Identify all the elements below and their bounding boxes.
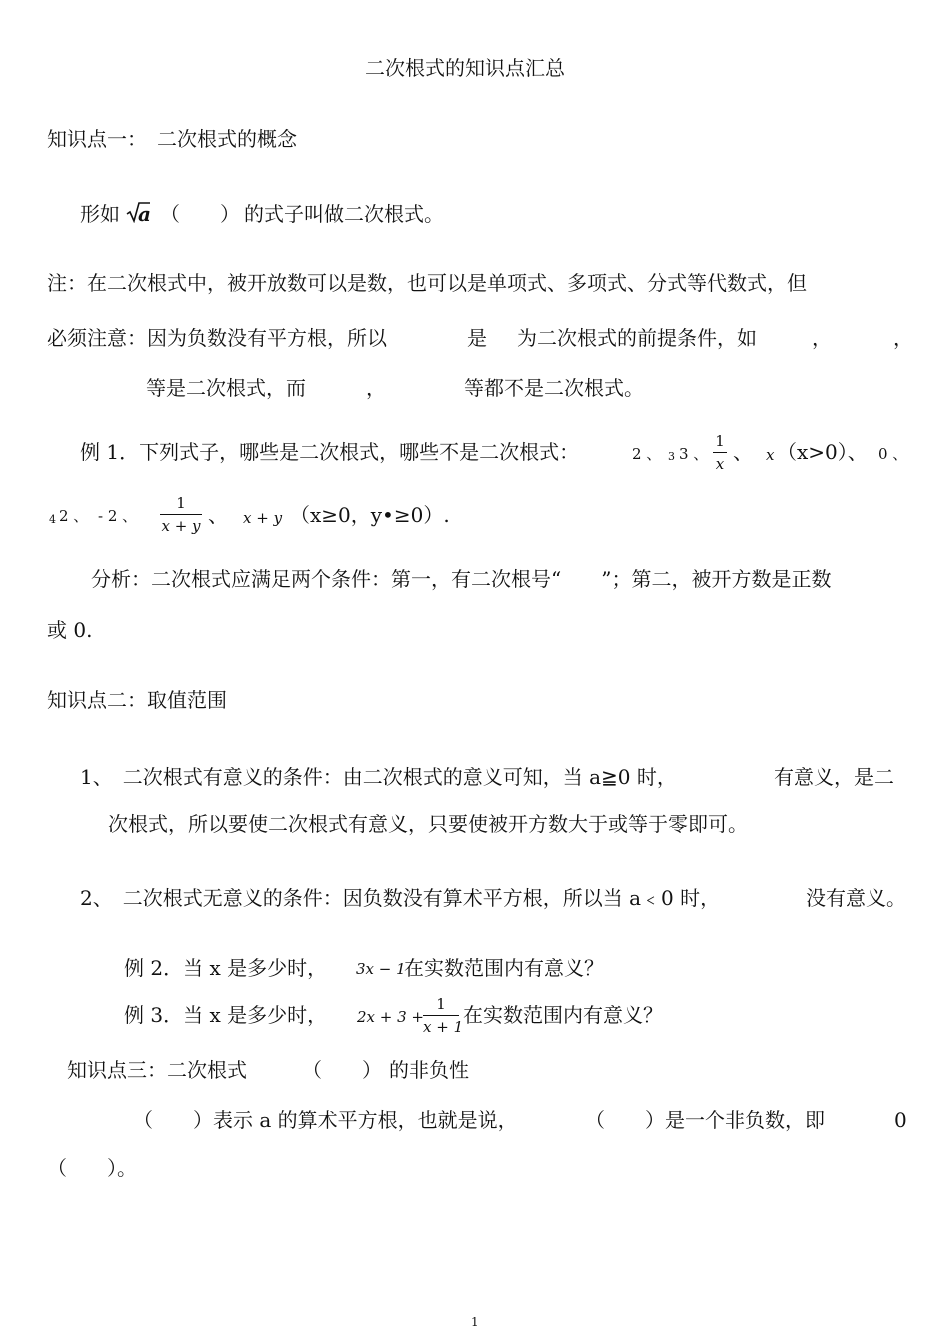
note-line-3b: ， bbox=[366, 376, 386, 400]
section1-heading: 知识点一： 二次根式的概念 bbox=[47, 127, 297, 151]
nonnegativity-line-1a: （ ）表示 a 的算术平方根，也就是说， bbox=[133, 1108, 518, 1132]
nonnegativity-line-1b: （ ）是一个非负数，即 bbox=[585, 1108, 825, 1132]
fraction-denominator: x bbox=[715, 455, 725, 473]
definition-post: 的式子叫做二次根式。 bbox=[244, 202, 444, 226]
example2-pre: 例 2．当 x 是多少时， bbox=[124, 956, 328, 980]
note-line-1: 注：在二次根式中，被开放数可以是数，也可以是单项式、多项式、分式等代数式，但 bbox=[47, 271, 807, 295]
example2-expression: 3x − 1 bbox=[356, 960, 406, 978]
condition-2-a: 2、 二次根式无意义的条件：因负数没有算术平方根，所以当 a﹤0 时， bbox=[80, 886, 721, 910]
example1-item-2-index: 3 bbox=[668, 450, 675, 463]
example1-item-5: 0 、 bbox=[878, 445, 908, 463]
note-line-2b: 是 bbox=[467, 326, 487, 350]
fraction-numerator: 1 bbox=[436, 995, 446, 1013]
example1-item-4-cond: （x>0）、 bbox=[777, 440, 868, 464]
example1-item-9-var: x + y bbox=[243, 509, 283, 527]
nonnegativity-line-2: （ ）。 bbox=[47, 1156, 137, 1180]
note-line-2d: ， bbox=[812, 326, 832, 350]
note-line-3a: 等是二次根式，而 bbox=[146, 376, 306, 400]
section2-heading: 知识点二：取值范围 bbox=[47, 688, 227, 712]
example2-post: 在实数范围内有意义？ bbox=[404, 956, 604, 980]
definition-paren: （ ） bbox=[160, 202, 240, 226]
example3-fraction bbox=[423, 995, 464, 1036]
condition-1-line-1b: 有意义，是二 bbox=[774, 765, 894, 789]
note-line-2a: 必须注意：因为负数没有平方根，所以 bbox=[47, 326, 387, 350]
analysis-line-1: 分析：二次根式应满足两个条件：第一，有二次根号“ ”；第二，被开方数是正数 bbox=[91, 567, 832, 591]
section3-heading-b: 的非负性 bbox=[389, 1058, 469, 1082]
example3-expression: 2x + 3 + bbox=[357, 1008, 424, 1026]
example1-item-8-sep: 、 bbox=[208, 503, 228, 527]
example1-item-7: - 2 、 bbox=[98, 507, 138, 525]
example1-item-6: 2 、 bbox=[59, 507, 89, 525]
definition-pre: 形如 bbox=[80, 202, 120, 226]
note-line-2c: 为二次根式的前提条件，如 bbox=[517, 326, 757, 350]
analysis-line-2: 或 0. bbox=[47, 618, 93, 642]
example1-item-8-fraction bbox=[160, 496, 202, 534]
example1-item-1: 2 、 bbox=[632, 445, 662, 463]
page-title: 二次根式的知识点汇总 bbox=[365, 56, 565, 80]
condition-1-line-2: 次根式，所以要使二次根式有意义，只要使被开方数大于或等于零即可。 bbox=[108, 812, 748, 836]
example1-item-3-sep: 、 bbox=[733, 440, 753, 464]
fraction-denominator: x + 1 bbox=[423, 1018, 464, 1036]
fraction-denominator: x + y bbox=[161, 517, 201, 535]
condition-1-line-1a: 1、 二次根式有意义的条件：由二次根式的意义可知，当 a≧0 时， bbox=[80, 765, 677, 789]
example3-post: 在实数范围内有意义？ bbox=[463, 1003, 663, 1027]
section3-heading-paren: （ ） bbox=[302, 1058, 382, 1082]
page-number: 1 bbox=[471, 1315, 479, 1329]
example1-item-2: 3 、 bbox=[679, 445, 709, 463]
example1-text: 例 1．下列式子，哪些是二次根式，哪些不是二次根式： bbox=[80, 440, 580, 464]
example1-item-4-var: x bbox=[766, 446, 775, 464]
section3-heading-a: 知识点三：二次根式 bbox=[67, 1058, 247, 1082]
example1-item-6-index: 4 bbox=[49, 513, 56, 526]
note-line-3c: 等都不是二次根式。 bbox=[464, 376, 644, 400]
fraction-numerator: 1 bbox=[715, 432, 725, 450]
nonnegativity-line-1c: 0 bbox=[894, 1108, 907, 1132]
example3-pre: 例 3．当 x 是多少时， bbox=[124, 1003, 328, 1027]
example1-item-9-cond: （x≥0，y•≥0）. bbox=[290, 503, 450, 527]
definition-variable: a bbox=[138, 202, 151, 226]
condition-2-b: 没有意义。 bbox=[806, 886, 906, 910]
fraction-numerator: 1 bbox=[176, 494, 186, 512]
example1-item-3-fraction bbox=[713, 434, 727, 472]
note-line-2e: ， bbox=[893, 326, 913, 350]
